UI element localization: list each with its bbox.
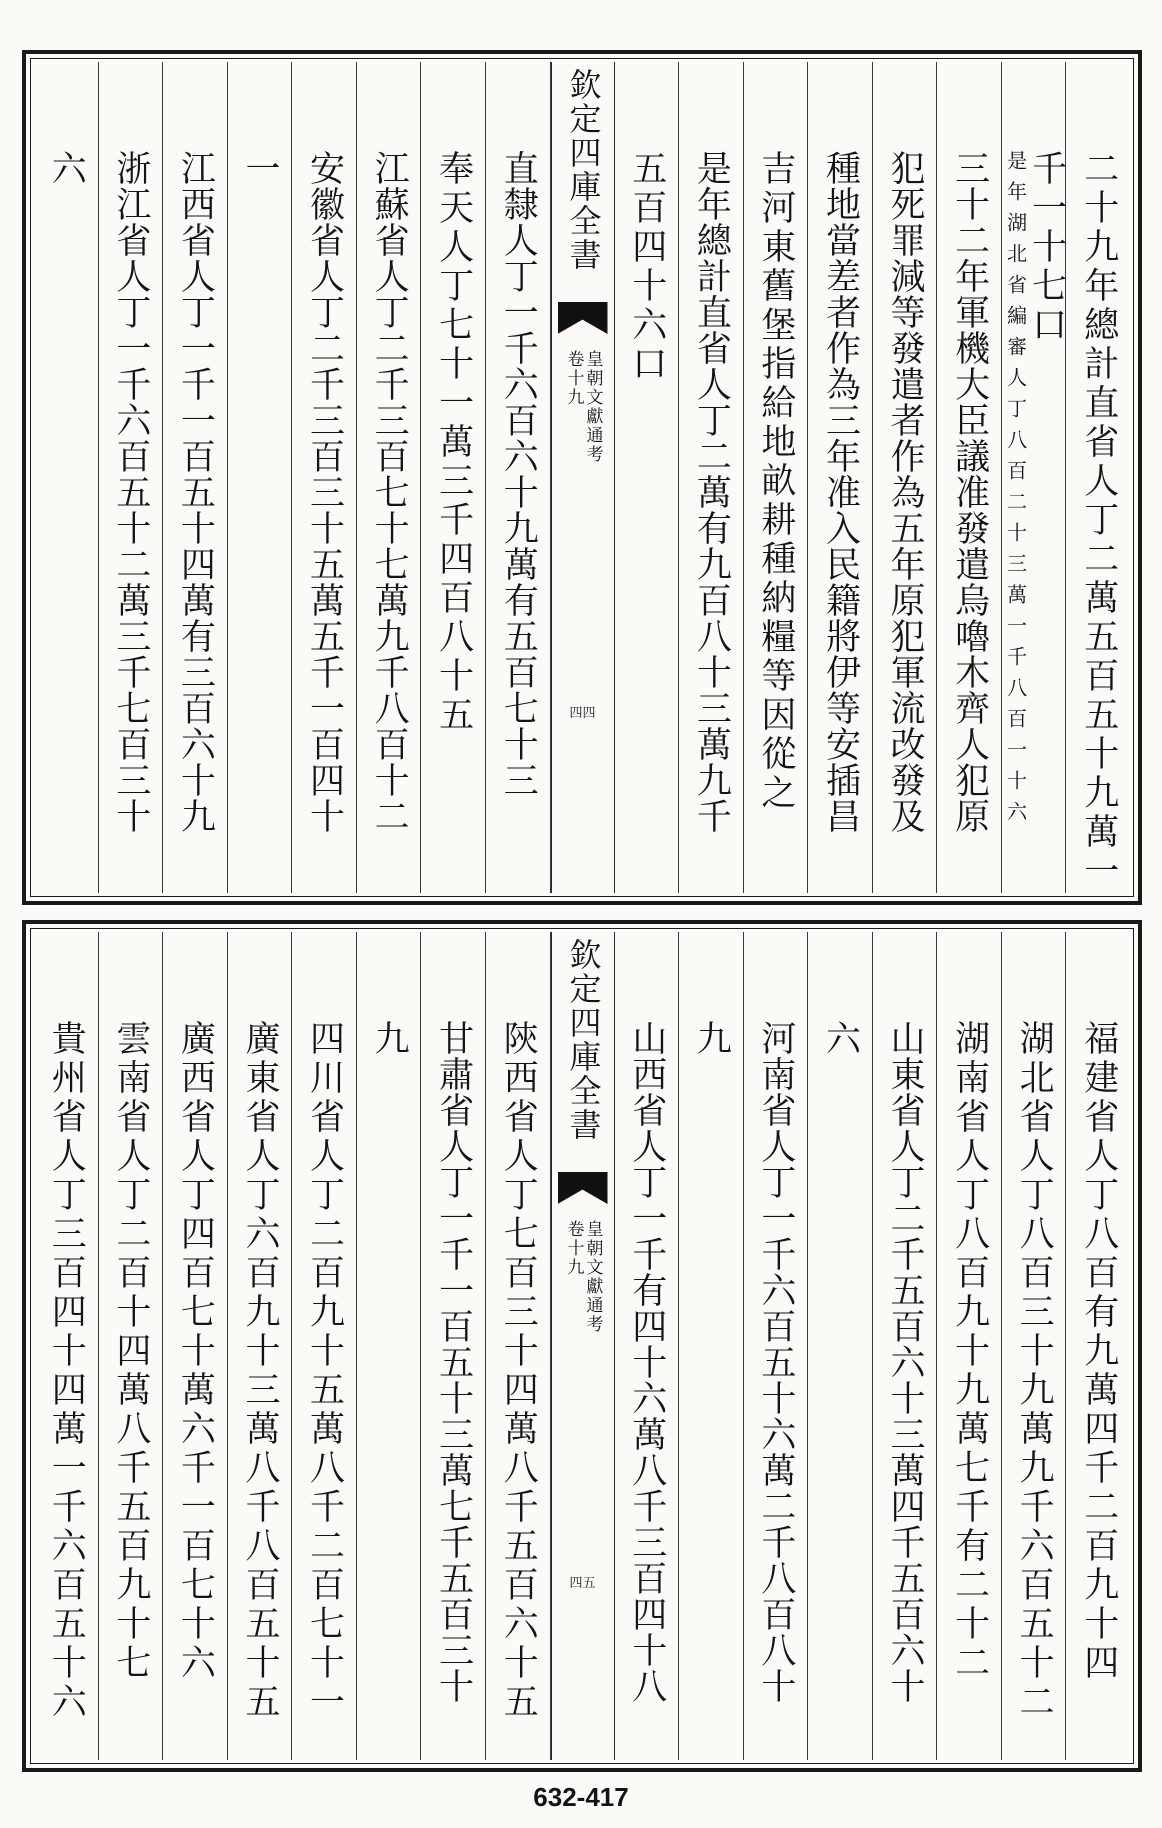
text-column (937, 62, 1002, 893)
column-with-note (1003, 150, 1067, 893)
text-column (421, 932, 486, 1760)
column-text: 江蘇省人丁二千三百七十七萬九千八百十二 (369, 150, 410, 834)
text-column (808, 932, 873, 1760)
center-book-info (556, 350, 610, 530)
column-text: 甘肅省人丁一千一百五十三萬七千五百三十 (433, 1020, 474, 1704)
column-text: 直隸人丁一千六百六十九萬有五百七十三 (498, 150, 539, 798)
text-column (1066, 932, 1130, 1760)
column-text: 湖南省人丁八百九十九萬七千有二十二 (949, 1020, 990, 1683)
top-page-columns (34, 62, 1130, 893)
text-column (615, 62, 680, 893)
folio-number: 四四 (569, 706, 596, 721)
column-text: 雲南省人丁二百十四萬八千五百九十七 (110, 1020, 151, 1683)
top-page (22, 50, 1142, 905)
column-text: 犯死罪減等發遣者作為五年原犯軍流改發及 (885, 150, 926, 834)
column-text: 三十二年軍機大臣議准發遣烏嚕木齊人犯原 (949, 150, 990, 834)
text-column (873, 62, 938, 893)
book-title: 欽定四庫全書 (564, 938, 603, 1142)
text-column (163, 932, 228, 1760)
column-text: 福建省人丁八百有九萬四千二百九十四 (1078, 1020, 1119, 1683)
column-text: 種地當差者作為三年准入民籍將伊等安插昌 (820, 150, 861, 834)
column-text: 千一十七口 (1026, 150, 1067, 345)
column-text: 四川省人丁二百九十五萬八千二百七十一 (304, 1020, 345, 1722)
text-column (421, 62, 486, 893)
center-strip (551, 932, 615, 1760)
book-title: 欽定四庫全書 (564, 68, 603, 272)
text-column (808, 62, 873, 893)
column-text: 吉河東舊堡指給地畝耕種納糧等因從之 (755, 150, 796, 813)
text-column (873, 932, 938, 1760)
text-column (744, 932, 809, 1760)
text-column (357, 62, 422, 893)
center-strip (551, 62, 615, 893)
volume-label: 卷十九 (563, 1220, 584, 1277)
book-name: 皇朝文獻通考 (582, 1220, 603, 1334)
text-column (228, 62, 293, 893)
column-text: 一 (239, 150, 280, 189)
text-column (1002, 932, 1067, 1760)
text-column (679, 932, 744, 1760)
book-name: 皇朝文獻通考 (582, 350, 603, 464)
text-column (357, 932, 422, 1760)
column-text: 廣東省人丁六百九十三萬八千八百五十五 (239, 1020, 280, 1722)
column-text: 浙江省人丁一千六百五十二萬三千七百三十 (110, 150, 151, 834)
text-column (679, 62, 744, 893)
column-text: 湖北省人丁八百三十九萬九千六百五十二 (1014, 1020, 1055, 1722)
column-text: 二十九年總計直省人丁二萬五百五十九萬一 (1078, 150, 1119, 891)
text-column (34, 62, 99, 893)
column-text: 六 (46, 150, 87, 189)
text-column (163, 62, 228, 893)
volume-label: 卷十九 (563, 350, 584, 407)
column-text: 安徽省人丁二千三百三十五萬五千一百四十 (304, 150, 345, 834)
page-reference: 632-417 (533, 1782, 629, 1812)
fishtail-mark (558, 1172, 608, 1204)
bottom-page-columns (34, 932, 1130, 1760)
note-line: 二十三萬一千八百一十六 (1003, 491, 1028, 832)
text-column (1066, 62, 1130, 893)
text-column (292, 62, 357, 893)
column-text: 貴州省人丁三百四十四萬一千六百五十六 (46, 1020, 87, 1722)
column-text: 山西省人丁一千有四十六萬八千三百四十八 (626, 1020, 667, 1704)
text-column (486, 62, 551, 893)
column-text: 山東省人丁二千五百六十三萬四千五百六十 (885, 1020, 926, 1704)
column-text: 廣西省人丁四百七十萬六千一百七十六 (175, 1020, 216, 1683)
column-text: 江西省人丁一千一百五十四萬有三百六十九 (175, 150, 216, 834)
text-column (34, 932, 99, 1760)
bottom-page (22, 920, 1142, 1772)
column-text: 九 (691, 1020, 732, 1059)
column-text: 河南省人丁一千六百五十六萬二千八百八十 (755, 1020, 796, 1704)
text-column (615, 932, 680, 1760)
column-text: 五百四十六口 (626, 150, 667, 384)
column-text: 奉天人丁七十一萬三千四百八十五 (433, 150, 474, 735)
text-column (99, 932, 164, 1760)
fishtail-mark (558, 302, 608, 334)
text-column (744, 62, 809, 893)
note-line: 是年湖北省編審人丁八百 (1003, 150, 1028, 491)
text-column (937, 932, 1002, 1760)
column-text: 九 (369, 1020, 410, 1059)
interlinear-note (1003, 150, 1028, 832)
text-column (228, 932, 293, 1760)
text-column (292, 932, 357, 1760)
text-column (486, 932, 551, 1760)
text-column (1002, 62, 1067, 893)
column-text: 陝西省人丁七百三十四萬八千五百六十五 (498, 1020, 539, 1722)
folio-number: 四五 (569, 1576, 596, 1591)
center-book-info (556, 1220, 610, 1400)
column-text: 是年總計直省人丁二萬有九百八十三萬九千 (691, 150, 732, 834)
text-column (99, 62, 164, 893)
column-text: 六 (820, 1020, 861, 1059)
